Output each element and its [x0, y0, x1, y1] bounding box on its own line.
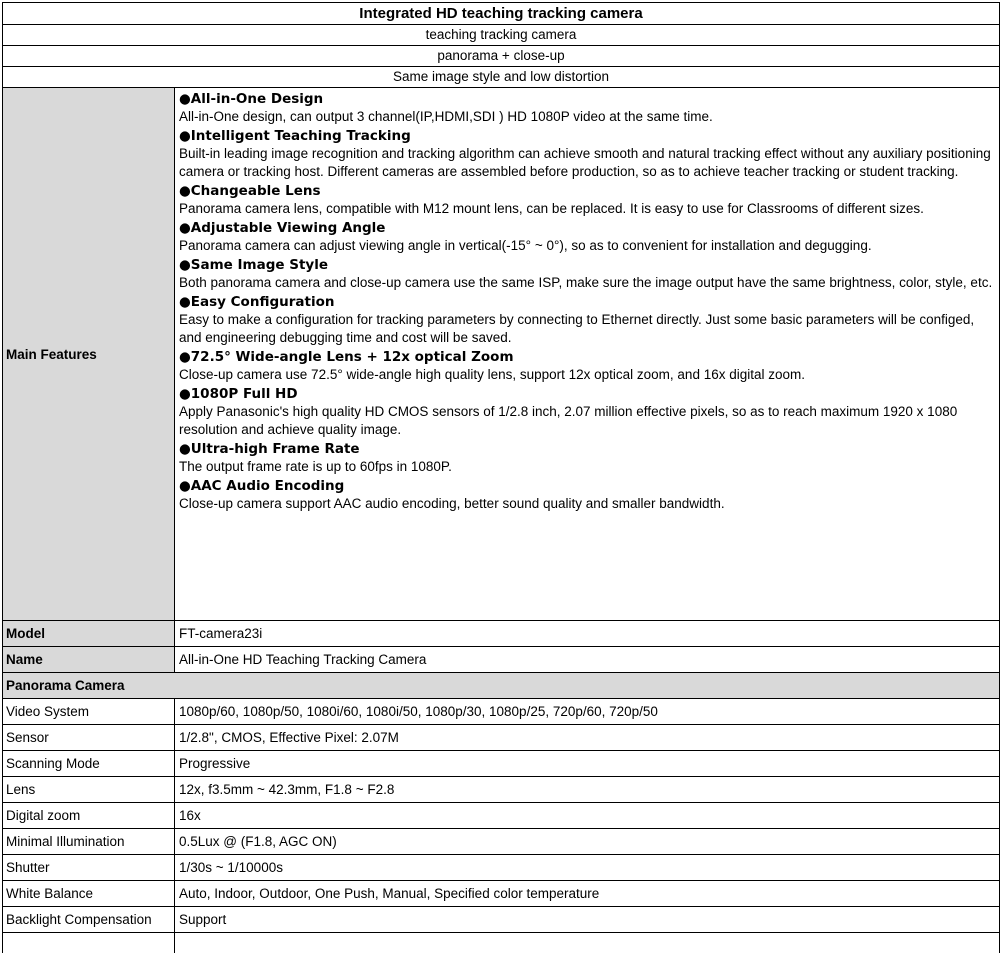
subtitle-3: Same image style and low distortion [3, 67, 999, 88]
feature-text: Easy to make a configuration for tracking parameters by connecting to Ethernet directly. Just some basic parameters will be configed, and engineering debugging time and cost will be saved. [179, 312, 975, 345]
spec-value: 12x, f3.5mm ~ 42.3mm, F1.8 ~ F2.8 [179, 782, 395, 797]
feature-heading: ●72.5° Wide-angle Lens + 12x optical Zoom [179, 349, 514, 365]
spec-value-empty [175, 933, 999, 953]
feature-text: Close-up camera support AAC audio encoding, better sound quality and smaller bandwidth. [179, 496, 725, 511]
main-features-label: Main Features [3, 88, 175, 620]
spec-label: Digital zoom [3, 803, 175, 828]
spec-row [3, 907, 999, 933]
feature-text: Panorama camera lens, compatible with M12 mount lens, can be replaced. It is easy to use for Classrooms of different sizes. [179, 201, 924, 216]
spec-row [3, 803, 999, 829]
feature-item [179, 219, 993, 255]
model-value: FT-camera23i [179, 626, 263, 641]
spec-label: Backlight Compensation [3, 907, 175, 932]
spec-row [3, 829, 999, 855]
name-label: Name [3, 647, 175, 672]
panorama-section-header: Panorama Camera [3, 673, 999, 699]
feature-item [179, 182, 993, 218]
main-features-row [3, 88, 999, 621]
spec-value: Support [179, 912, 227, 927]
feature-text: The output frame rate is up to 60fps in 1080P. [179, 459, 452, 474]
feature-heading: ●Intelligent Teaching Tracking [179, 128, 411, 144]
subtitle-2: panorama + close-up [3, 46, 999, 67]
spec-sheet [2, 2, 1000, 953]
feature-heading: ●Easy Configuration [179, 294, 335, 310]
spec-label: White Balance [3, 881, 175, 906]
spec-label: Shutter [3, 855, 175, 880]
spec-value: 1/30s ~ 1/10000s [179, 860, 283, 875]
feature-item [179, 90, 993, 126]
name-row [3, 647, 999, 673]
feature-item [179, 127, 993, 181]
spec-label: Sensor [3, 725, 175, 750]
spec-row [3, 855, 999, 881]
subtitle-1: teaching tracking camera [3, 25, 999, 46]
feature-text: Panorama camera can adjust viewing angle in vertical(-15° ~ 0°), so as to convenient for installation and degugging. [179, 238, 872, 253]
spec-label-empty [3, 933, 175, 953]
feature-heading: ●Same Image Style [179, 257, 329, 273]
spec-label: Minimal Illumination [3, 829, 175, 854]
feature-heading: ●1080P Full HD [179, 386, 298, 402]
feature-text: Both panorama camera and close-up camera use the same ISP, make sure the image output have the same brightness, color, style, etc. [179, 275, 993, 290]
feature-heading: ●AAC Audio Encoding [179, 478, 345, 494]
spec-row [3, 777, 999, 803]
spec-value: 0.5Lux @ (F1.8, AGC ON) [179, 834, 337, 849]
spec-row [3, 699, 999, 725]
main-features-list [175, 88, 999, 620]
feature-heading: ●All-in-One Design [179, 91, 324, 107]
feature-item [179, 256, 993, 292]
spec-label: Video System [3, 699, 175, 724]
spec-value: Progressive [179, 756, 251, 771]
spec-value: 1080p/60, 1080p/50, 1080i/60, 1080i/50, 1080p/30, 1080p/25, 720p/60, 720p/50 [179, 704, 658, 719]
feature-text: All-in-One design, can output 3 channel(IP,HDMI,SDI ) HD 1080P video at the same time. [179, 109, 713, 124]
spec-value: Auto, Indoor, Outdoor, One Push, Manual, Specified color temperature [179, 886, 600, 901]
feature-item [179, 293, 993, 347]
model-row [3, 621, 999, 647]
feature-item [179, 348, 993, 384]
feature-text: Apply Panasonic's high quality HD CMOS sensors of 1/2.8 inch, 2.07 million effective pixels, so as to reach maximum 1920 x 1080 resolution and achieve quality image. [179, 404, 958, 437]
spec-value: 1/2.8", CMOS, Effective Pixel: 2.07M [179, 730, 399, 745]
feature-item [179, 385, 993, 439]
sheet-title: Integrated HD teaching tracking camera [3, 2, 999, 25]
feature-item [179, 440, 993, 476]
feature-text: Close-up camera use 72.5° wide-angle high quality lens, support 12x optical zoom, and 16x digital zoom. [179, 367, 806, 382]
name-value: All-in-One HD Teaching Tracking Camera [179, 652, 427, 667]
feature-heading: ●Changeable Lens [179, 183, 321, 199]
spec-value: 16x [179, 808, 201, 823]
feature-item [179, 477, 993, 513]
spec-row [3, 725, 999, 751]
spec-row-partial [3, 933, 999, 953]
spec-row [3, 881, 999, 907]
spec-label: Lens [3, 777, 175, 802]
spec-label: Scanning Mode [3, 751, 175, 776]
feature-text: Built-in leading image recognition and tracking algorithm can achieve smooth and natural tracking effect without any auxiliary positioning camera or tracking host. Different cameras are assembled before production, so as to achieve teacher tracking or student tracking. [179, 146, 991, 179]
spec-row [3, 751, 999, 777]
feature-heading: ●Ultra-high Frame Rate [179, 441, 360, 457]
model-label: Model [3, 621, 175, 646]
feature-heading: ●Adjustable Viewing Angle [179, 220, 386, 236]
